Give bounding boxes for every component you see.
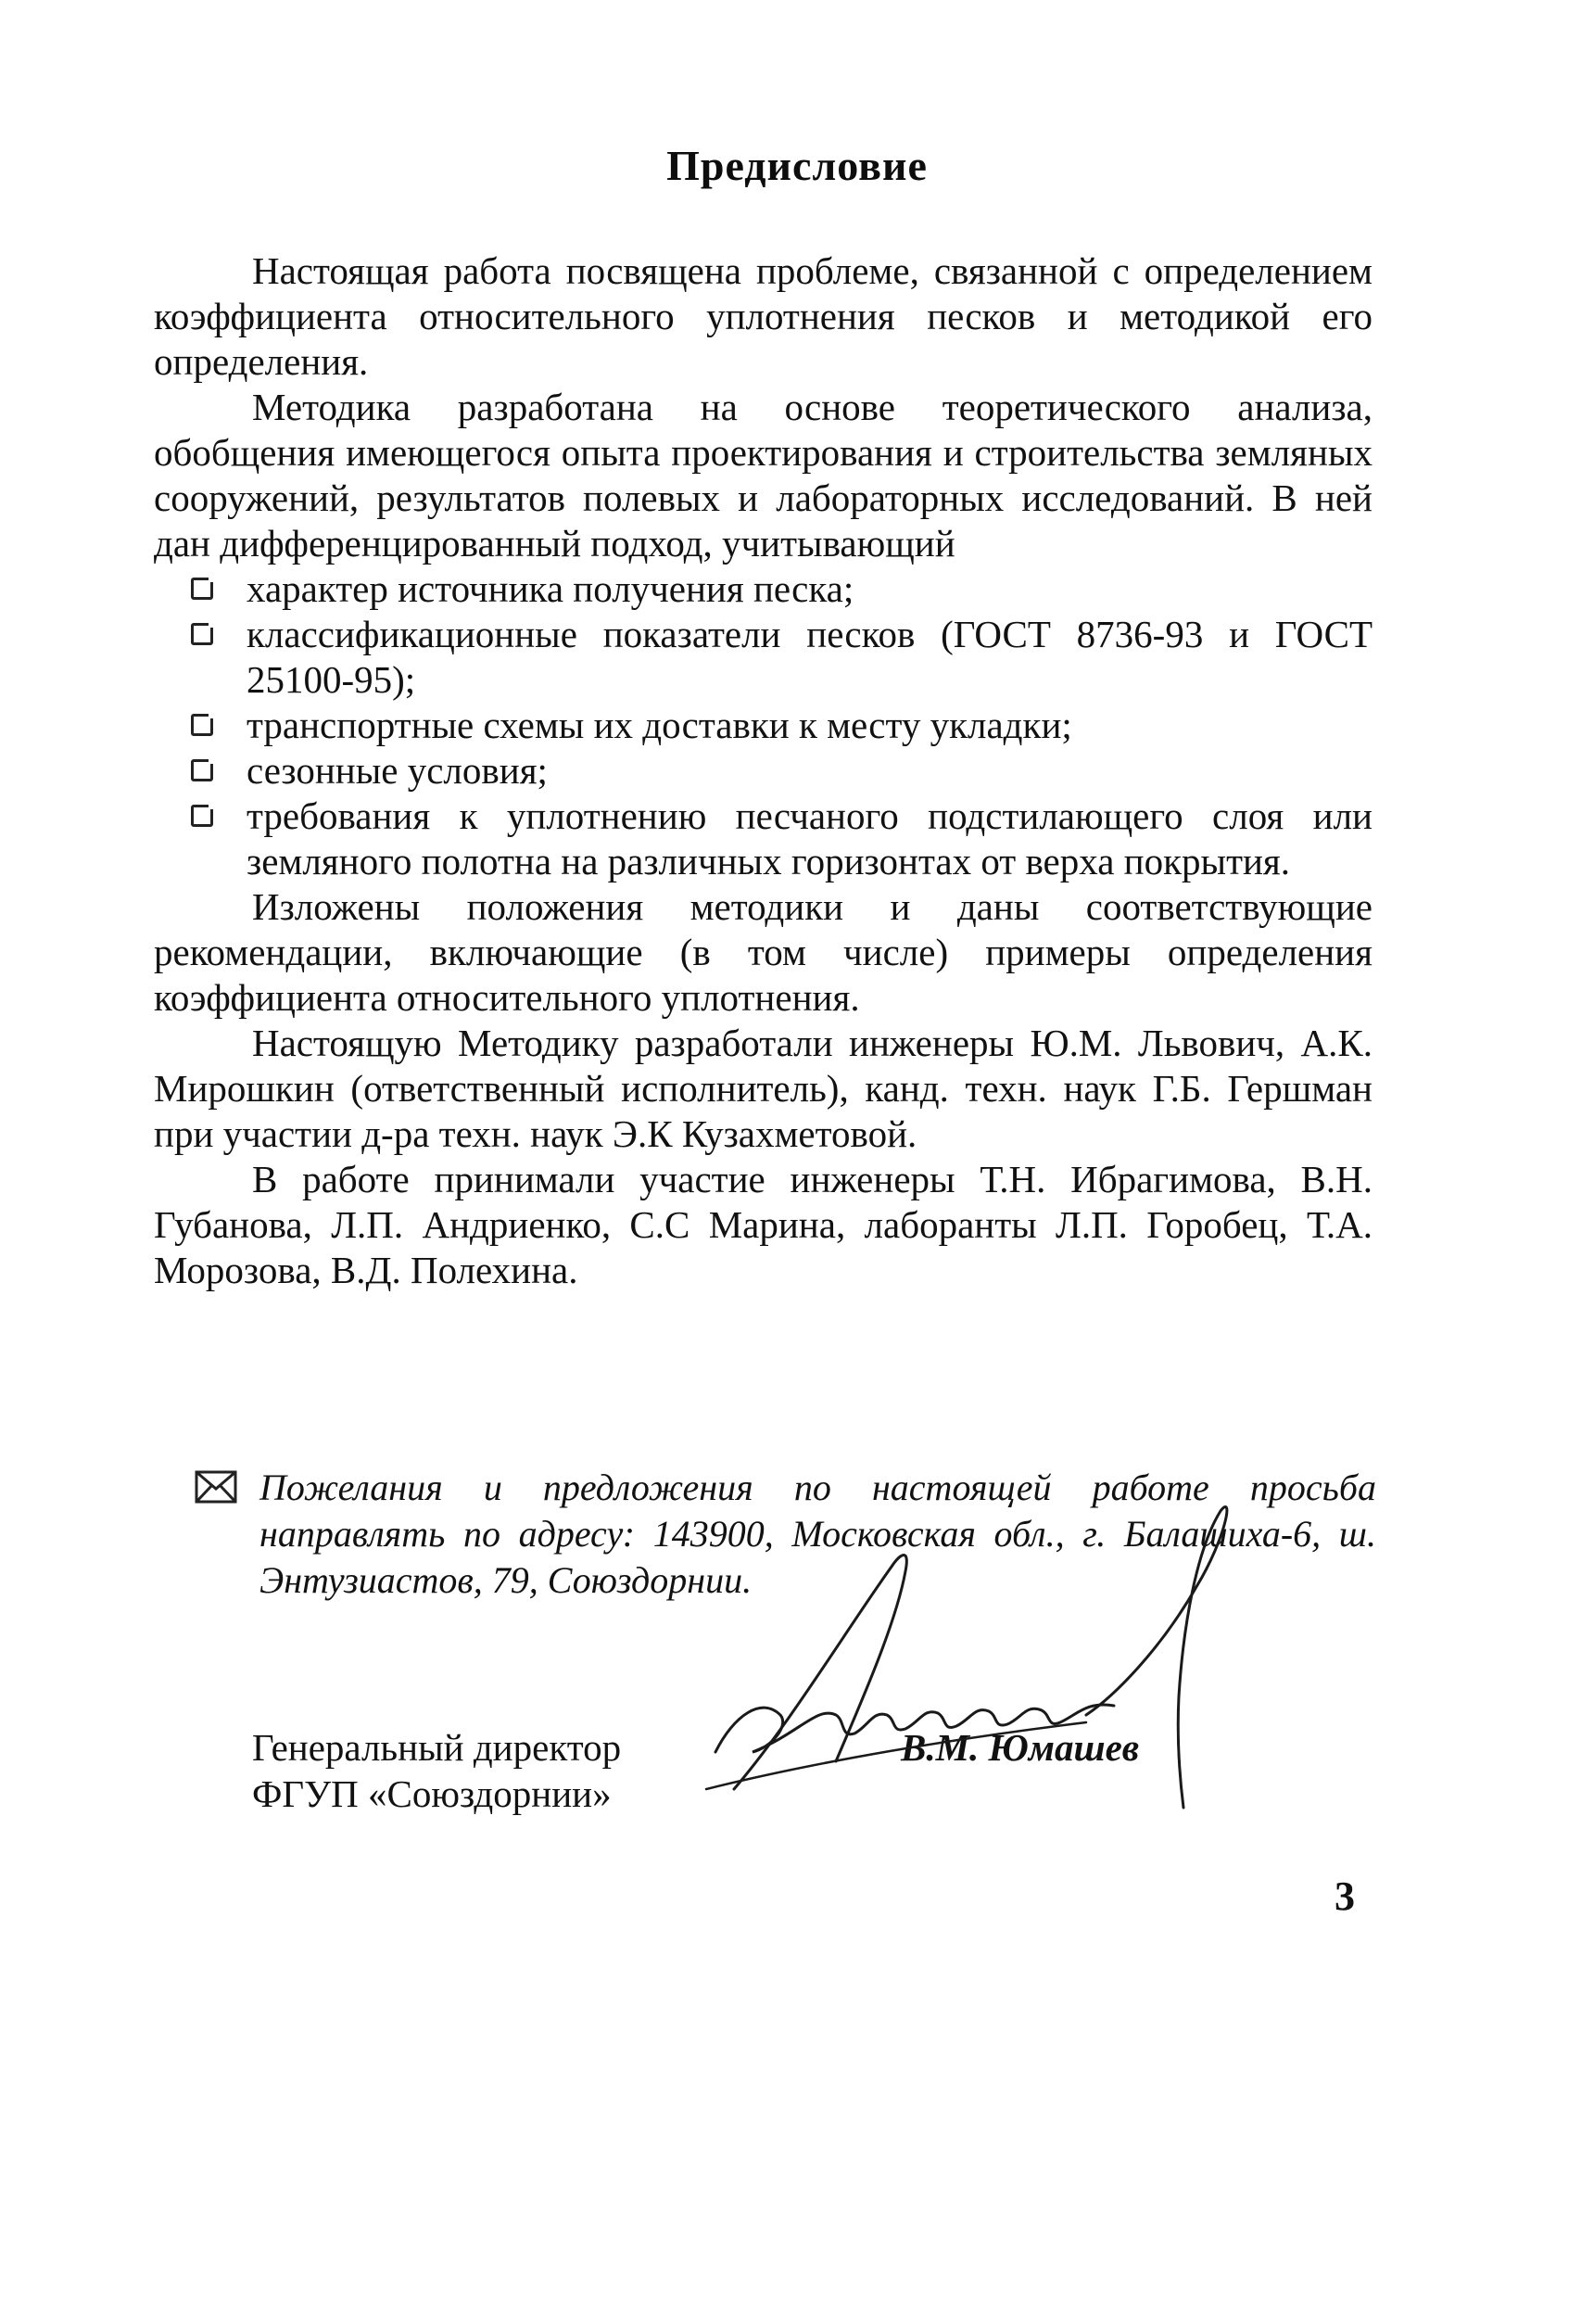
list-item-text: сезонные условия;: [247, 749, 548, 792]
checkbox-icon: [191, 805, 213, 827]
paragraph-authors: Настоящую Методику разработали инженеры Ю.М. Львович, А.К. Мирошкин (ответственный исполнитель), канд. техн. наук Г.Б. Гершман при участии д-ра техн. наук Э.К Кузахметовой.: [154, 1022, 1373, 1155]
paragraph-contents: Изложены положения методики и даны соответствующие рекомендации, включающие (в том числе) примеры определения коэффициента относительного уплотнения.: [154, 885, 1373, 1019]
signer-organization: ФГУП «Союздорнии»: [252, 1772, 612, 1815]
checkbox-icon: [191, 714, 213, 736]
list-item: [154, 703, 1373, 748]
signer-name: В.М. Юмашев: [901, 1726, 1140, 1769]
list-item-text: требования к уплотнению песчаного подстилающего слоя или земляного полотна на различных горизонтах от верха покрытия.: [247, 794, 1373, 883]
list-item: [154, 612, 1373, 703]
page-number: 3: [1335, 1873, 1355, 1919]
address-text: Пожелания и предложения по настоящей работе просьба направлять по адресу: 143900, Московская обл., г. Балашиха-6, ш. Энтузиастов, 79, Союздорнии.: [259, 1467, 1376, 1601]
list-item: [154, 794, 1373, 884]
list-item-text: транспортные схемы их доставки к месту укладки;: [247, 704, 1072, 746]
paragraph-intro: Настоящая работа посвящена проблеме, связанной с определением коэффициента относительного уплотнения песков и методикой его определения.: [154, 249, 1373, 383]
list-item: [154, 566, 1373, 612]
factor-list: [154, 566, 1373, 884]
checkbox-icon: [191, 578, 213, 600]
list-item-text: характер источника получения песка;: [247, 567, 854, 610]
paragraph-participants: В работе принимали участие инженеры Т.Н. Ибрагимова, В.Н. Губанова, Л.П. Андриенко, С.С Марина, лаборанты Л.П. Горобец, Т.А. Морозова, В.Д. Полехина.: [154, 1158, 1373, 1291]
signer-position: Генеральный директор: [252, 1726, 622, 1769]
list-item: [154, 748, 1373, 794]
body-text: [154, 248, 1373, 1293]
paragraph-methodology: Методика разработана на основе теоретического анализа, обобщения имеющегося опыта проектирования и строительства земляных сооружений, результатов полевых и лабораторных исследований. В ней дан дифференцированный подход, учитывающий: [154, 386, 1373, 565]
page-title: Предисловие: [666, 142, 928, 189]
list-item-text: классификационные показатели песков (ГОСТ 8736-93 и ГОСТ 25100-95);: [247, 613, 1373, 701]
signature-block: [252, 1724, 1271, 1873]
envelope-icon: [195, 1470, 237, 1504]
feedback-address: [195, 1465, 1376, 1604]
checkbox-icon: [191, 759, 213, 781]
checkbox-icon: [191, 623, 213, 645]
